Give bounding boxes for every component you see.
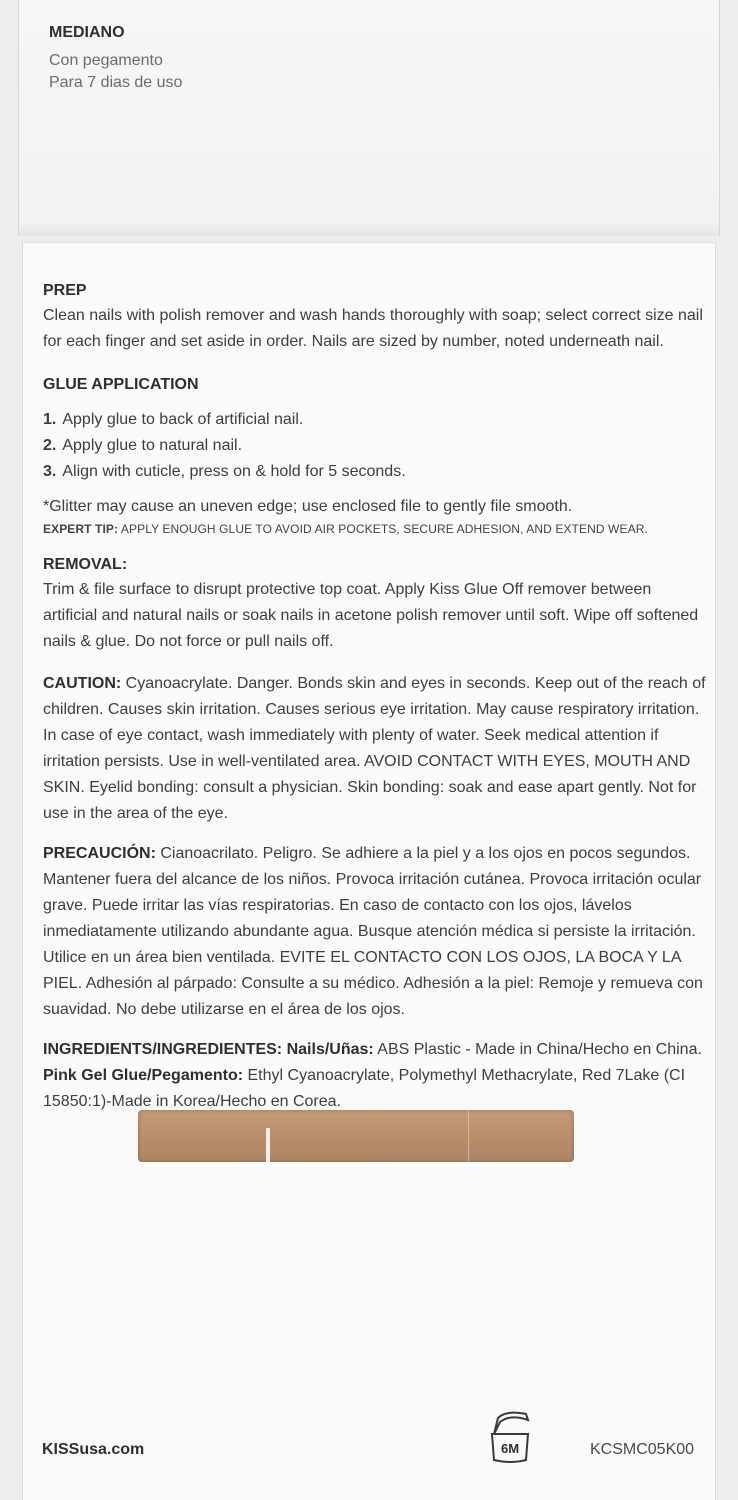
step-number: 1. (43, 411, 57, 428)
removal-heading: REMOVAL: (43, 556, 128, 573)
caution-section (43, 671, 707, 827)
list-item (43, 459, 707, 485)
ingredients-label: INGREDIENTS/INGREDIENTES: (43, 1041, 283, 1058)
product-code: KCSMC05K00 (590, 1441, 695, 1458)
wear-duration-text: Para 7 dias de uso (49, 74, 183, 91)
precaucion-text: Cianoacrilato. Peligro. Se adhiere a la piel y a los ojos en pocos segundos. Mantener fuera del alcance de los niños. Provoca irritación cutánea. Provoca irritación ocular grave. Puede irritar las vías respiratorias. En caso de contacto con los ojos, lávelos inmediatamente utilizando abundante agua. Busque atención médica si persiste la irritación. Utilice en un área bien ventilada. EVITE EL CONTACTO CON LOS OJOS, LA BOCA Y LA PIEL. Adhesión al párpado: Consulte a su médico. Adhesión a la piel: Remoje y remueva con suavidad. No debe utilizarse en el área de los ojos. (43, 845, 703, 1018)
prep-heading: PREP (43, 282, 87, 299)
precaucion-label: PRECAUCIÓN: (43, 845, 156, 862)
caution-text: Cyanoacrylate. Danger. Bonds skin and eyes in seconds. Keep out of the reach of children. Causes skin irritation. Causes serious eye irritation. May cause respiratory irritation. In case of eye contact, wash immediately with plenty of water. Seek medical attention if irritation persists. Use in well-ventilated area. AVOID CONTACT WITH EYES, MOUTH AND SKIN. Eyelid bonding: consult a physician. Skin bonding: soak and ease apart gently. Not for use in the area of the eye. (43, 675, 706, 822)
removal-section (43, 553, 707, 655)
window-seam (468, 1110, 469, 1162)
ingredients-paragraph (43, 1037, 707, 1115)
removal-text: Trim & file surface to disrupt protective top coat. Apply Kiss Glue Off remover between artificial and natural nails or soak nails in acetone polish remover until soft. Wipe off softened nails & glue. Do not force or pull nails off. (43, 581, 699, 650)
caution-paragraph (43, 671, 707, 827)
expert-tip-label: EXPERT TIP: (43, 522, 119, 536)
product-window (138, 1110, 574, 1162)
step-text: Apply glue to back of artificial nail. (62, 411, 304, 428)
precaucion-paragraph (43, 841, 707, 1023)
glue-application-section (43, 373, 707, 539)
list-item (43, 407, 707, 433)
nails-text: ABS Plastic - Made in China/Hecho en China. (377, 1041, 702, 1058)
website-text: KISSusa.com (42, 1441, 145, 1458)
open-jar-icon (488, 1404, 532, 1466)
expert-tip (43, 519, 707, 539)
glue-text: Ethyl Cyanoacrylate, Polymethyl Methacrylate, Red 7Lake (CI 15850:1)-Made in Korea/Hecho en Corea. (43, 1067, 686, 1110)
glue-heading: GLUE APPLICATION (43, 376, 199, 393)
glue-label: Pink Gel Glue/Pegamento: (43, 1067, 244, 1084)
size-label: MEDIANO (49, 24, 125, 41)
prep-text: Clean nails with polish remover and wash hands thoroughly with soap; select correct size nail for each finger and set aside in order. Nails are sized by number, noted underneath nail. (43, 307, 703, 350)
step-number: 3. (43, 463, 57, 480)
top-flap (18, 0, 720, 236)
glue-steps-list (43, 407, 707, 485)
step-text: Align with cuticle, press on & hold for 5 seconds. (62, 463, 406, 480)
list-item (43, 433, 707, 459)
precaucion-section (43, 841, 707, 1023)
period-after-opening-label: 6M (500, 1441, 520, 1456)
glue-included-text: Con pegamento (49, 52, 163, 69)
prep-section (43, 279, 707, 355)
instructions-content (43, 279, 707, 1127)
caution-label: CAUTION: (43, 675, 122, 692)
flap-shadow (19, 222, 719, 236)
window-tab-left (266, 1128, 270, 1162)
step-number: 2. (43, 437, 57, 454)
ingredients-section (43, 1037, 707, 1115)
glitter-note: *Glitter may cause an uneven edge; use enclosed file to gently file smooth. (43, 498, 573, 515)
expert-tip-text: APPLY ENOUGH GLUE TO AVOID AIR POCKETS, SECURE ADHESION, AND EXTEND WEAR. (120, 522, 648, 536)
step-text: Apply glue to natural nail. (62, 437, 243, 454)
instructions-panel (22, 242, 716, 1500)
nails-label: Nails/Uñas: (286, 1041, 374, 1058)
